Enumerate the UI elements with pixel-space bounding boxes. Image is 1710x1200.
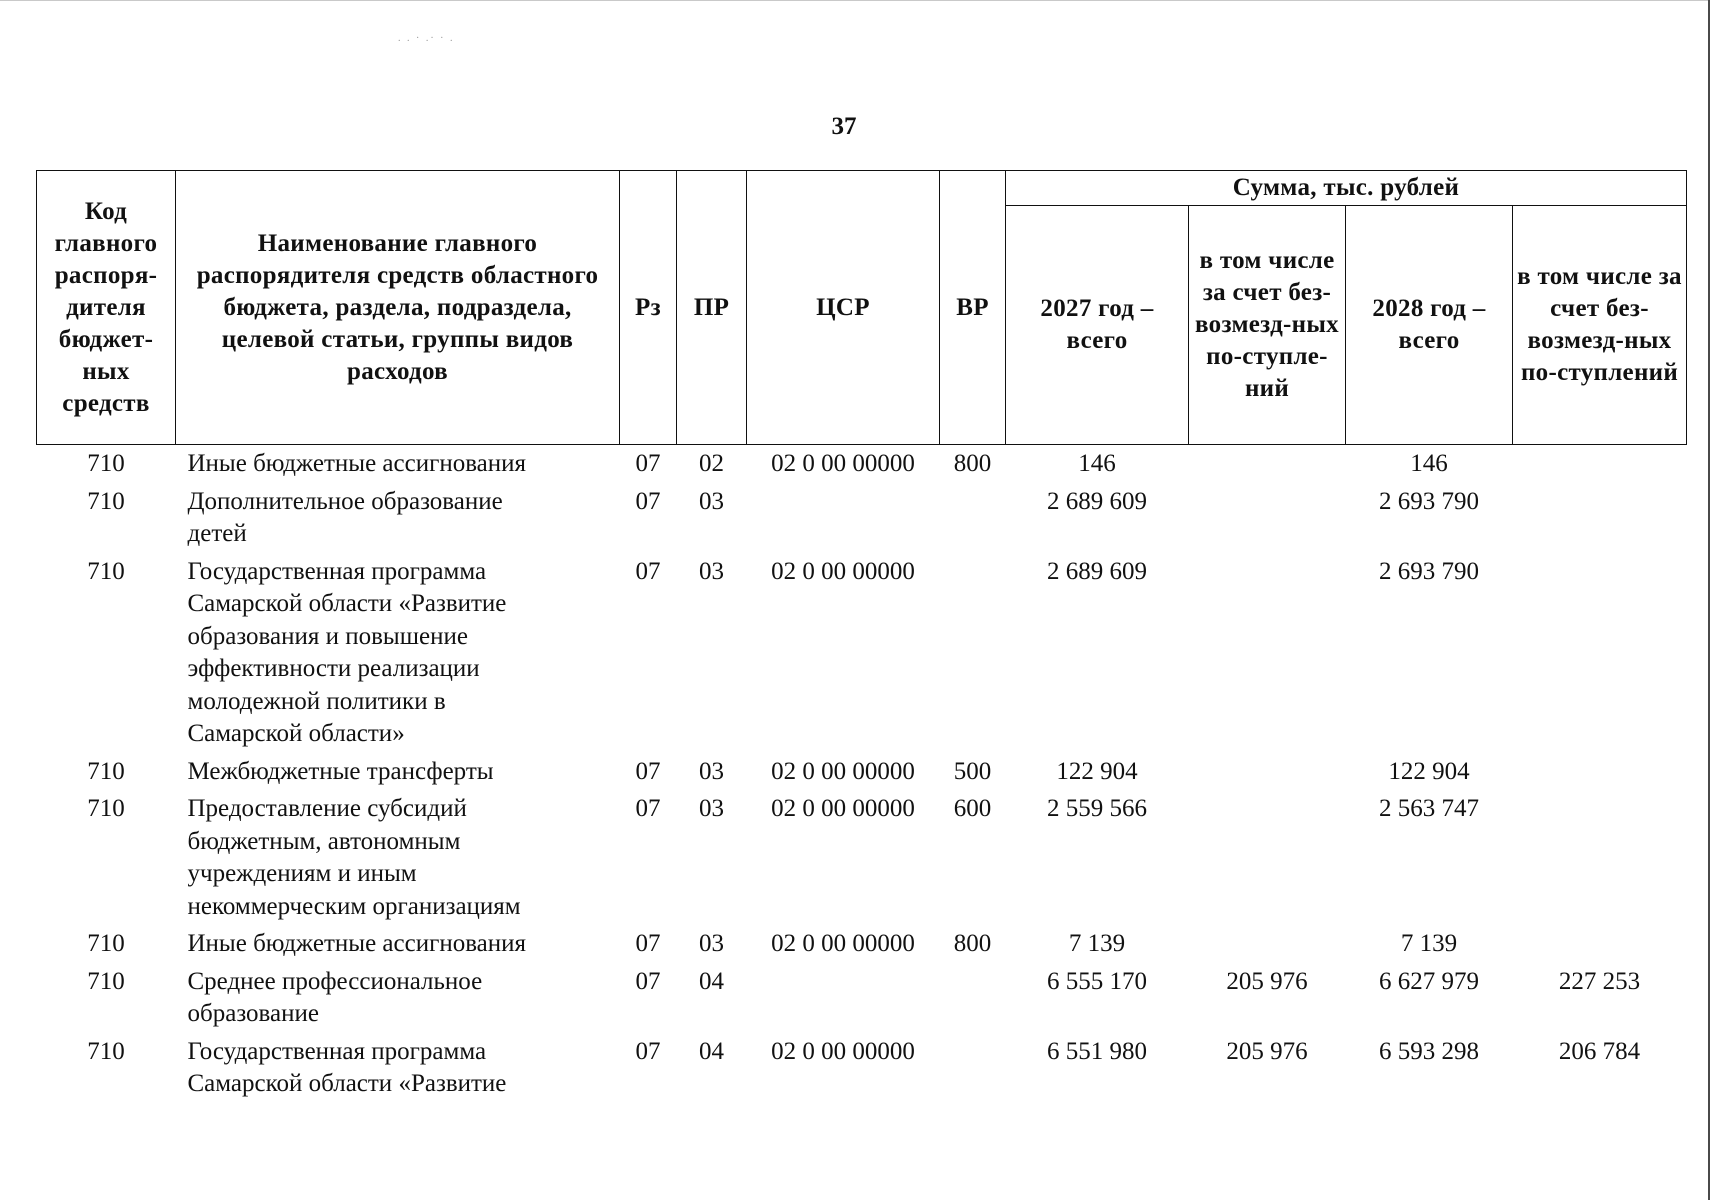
cell-2027-grant (1189, 556, 1346, 756)
cell-pr: 04 (699, 1037, 724, 1065)
cell-2028-total: 146 (1410, 450, 1448, 477)
cell-code: 710 (87, 450, 125, 477)
cell-2027-grant (1189, 756, 1346, 794)
cell-vr (940, 556, 1006, 756)
cell-2028-total: 2 563 747 (1379, 795, 1479, 822)
cell-2028-grant (1513, 928, 1687, 966)
cell-2027-grant: 205 976 (1226, 1037, 1308, 1065)
cell-2027-grant (1189, 928, 1346, 966)
cell-pr: 03 (699, 795, 724, 822)
cell-vr (940, 1036, 1006, 1106)
cell-2027-total: 2 689 609 (1047, 557, 1147, 585)
cell-2027-total: 122 904 (1056, 757, 1138, 785)
table-row (37, 556, 1687, 756)
cell-vr: 800 (953, 930, 992, 957)
header-name: Наименование главного распорядителя средств областного бюджета, раздела, подраздела, целевой статьи, группы видов расходов (176, 171, 620, 445)
cell-name: Дополнительное образование детей (187, 487, 503, 547)
cell-name: Предоставление субсидий бюджетным, автономным учреждениям и иным некоммерческим организациям (187, 795, 521, 920)
cell-2028-total: 2 693 790 (1379, 487, 1479, 515)
header-sum-group: Сумма, тыс. рублей (1006, 171, 1687, 206)
table-row (37, 756, 1687, 794)
cell-code: 710 (87, 967, 125, 995)
cell-name: Государственная программа Самарской области «Развитие образования и повышение эффективности реализации молодежной политики в Самарской области» (187, 557, 507, 747)
cell-2028-grant: 227 253 (1558, 967, 1641, 995)
cell-2028-grant (1513, 486, 1687, 556)
cell-code: 710 (87, 557, 125, 585)
cell-name: Государственная программа Самарской области «Развитие (187, 1037, 507, 1097)
cell-2027-grant (1189, 486, 1346, 556)
cell-csr: 02 0 00 00000 (771, 930, 915, 957)
cell-rz: 07 (635, 967, 661, 995)
cell-2028-total: 7 139 (1400, 930, 1458, 957)
cell-2027-grant (1189, 793, 1346, 928)
cell-pr: 04 (699, 967, 724, 995)
table-row (37, 928, 1687, 966)
cell-2028-grant (1513, 556, 1687, 756)
cell-2027-total: 7 139 (1068, 930, 1126, 957)
cell-vr (940, 966, 1006, 1036)
cell-csr: 02 0 00 00000 (771, 1037, 915, 1065)
cell-code: 710 (87, 757, 125, 785)
cell-csr: 02 0 00 00000 (771, 757, 915, 785)
cell-rz: 07 (635, 1037, 661, 1065)
cell-vr: 800 (953, 450, 992, 477)
cell-name: Среднее профессиональное образование (187, 967, 483, 1027)
table-row (37, 966, 1687, 1036)
cell-2028-total: 122 904 (1388, 757, 1470, 785)
header-row-top (37, 171, 1687, 206)
cell-vr: 500 (953, 757, 992, 785)
header-2028-total: 2028 год – всего (1346, 206, 1513, 445)
cell-vr: 600 (953, 795, 992, 822)
table-body (37, 445, 1687, 1106)
cell-name: Межбюджетные трансферты (187, 757, 494, 785)
cell-2028-grant (1513, 445, 1687, 486)
cell-2028-total: 6 593 298 (1379, 1037, 1479, 1065)
cell-pr: 03 (699, 487, 724, 515)
cell-name: Иные бюджетные ассигнования (187, 450, 527, 477)
header-pr: ПР (677, 171, 747, 445)
header-2027-total: 2027 год – всего (1006, 206, 1189, 445)
cell-2028-total: 6 627 979 (1379, 967, 1479, 995)
header-2028-grant: в том числе за счет без-возмезд-ных по-ступлений (1513, 206, 1687, 445)
cell-code: 710 (87, 795, 125, 822)
cell-2027-total: 6 555 170 (1047, 967, 1147, 995)
cell-pr: 03 (699, 930, 724, 957)
cell-pr: 03 (699, 757, 724, 785)
cell-name: Иные бюджетные ассигнования (187, 930, 527, 957)
cell-2027-grant: 205 976 (1226, 967, 1308, 995)
header-rz: Рз (620, 171, 677, 445)
page-number: 37 (831, 113, 857, 140)
budget-table (36, 170, 1687, 1106)
cell-csr (747, 486, 940, 556)
cell-csr (747, 966, 940, 1036)
header-code: Код главного распоря-дителя бюджет-ных средств (37, 171, 176, 445)
cell-code: 710 (87, 487, 125, 515)
cell-csr: 02 0 00 00000 (771, 795, 915, 822)
cell-rz: 07 (635, 450, 661, 477)
cell-code: 710 (87, 930, 125, 957)
cell-pr: 03 (699, 557, 724, 585)
header-csr: ЦСР (747, 171, 940, 445)
cell-2028-grant (1513, 793, 1687, 928)
cell-2027-total: 146 (1078, 450, 1116, 477)
cell-rz: 07 (635, 930, 661, 957)
cell-vr (940, 486, 1006, 556)
table-row (37, 793, 1687, 928)
header-vr: ВР (940, 171, 1006, 445)
table-row (37, 486, 1687, 556)
cell-rz: 07 (635, 757, 661, 785)
page-top-edge (0, 0, 1710, 1)
cell-pr: 02 (699, 450, 724, 477)
scan-noise: . . · .· · . (398, 33, 455, 44)
cell-2027-total: 2 559 566 (1047, 795, 1147, 822)
table-row (37, 1036, 1687, 1106)
cell-csr: 02 0 00 00000 (771, 557, 915, 585)
cell-2028-grant (1513, 756, 1687, 794)
table-header (37, 171, 1687, 445)
cell-2027-grant (1189, 445, 1346, 486)
cell-rz: 07 (635, 795, 661, 822)
cell-csr: 02 0 00 00000 (771, 450, 915, 477)
cell-2028-total: 2 693 790 (1379, 557, 1479, 585)
cell-2028-grant: 206 784 (1558, 1037, 1641, 1065)
cell-2027-total: 6 551 980 (1047, 1037, 1147, 1065)
table-row (37, 445, 1687, 486)
cell-2027-total: 2 689 609 (1047, 487, 1147, 515)
header-2027-grant: в том числе за счет без-возмезд-ных по-ступле-ний (1189, 206, 1346, 445)
cell-rz: 07 (635, 557, 661, 585)
cell-rz: 07 (635, 487, 661, 515)
cell-code: 710 (87, 1037, 125, 1065)
